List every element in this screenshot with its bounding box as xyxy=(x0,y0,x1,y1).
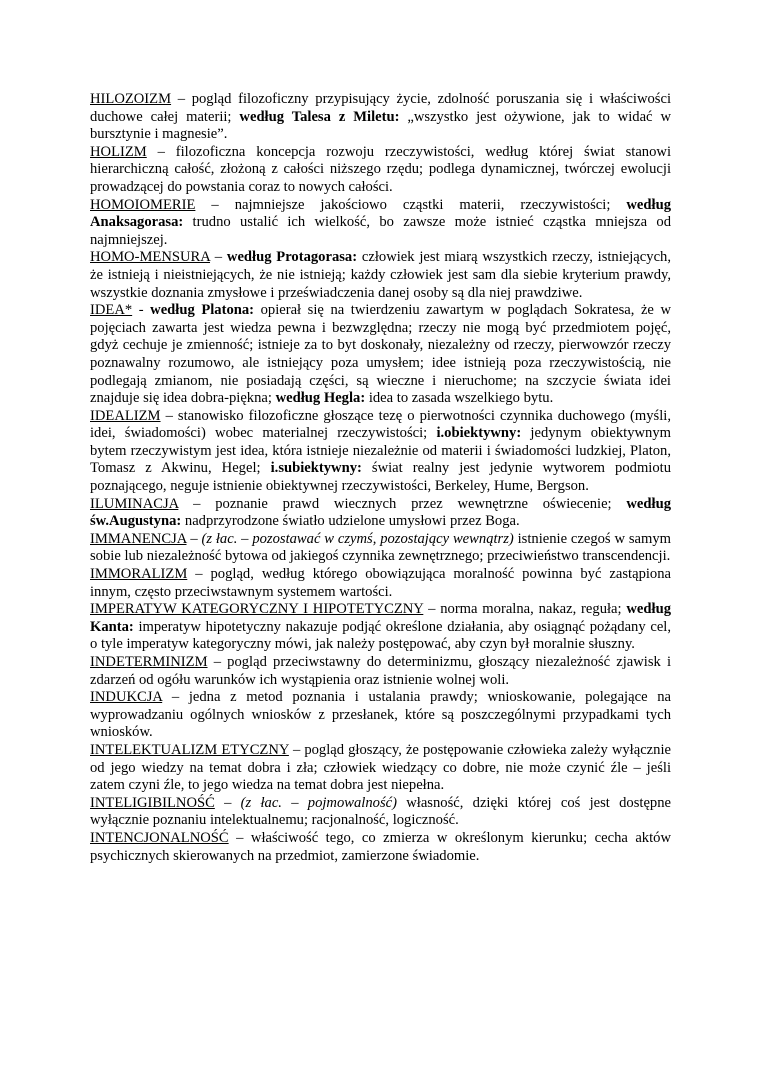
entry-term: INTENCJONALNOŚĆ xyxy=(90,829,229,846)
entry-definition-text: – stanowisko filozoficzne głoszące tezę o pierwotności czynnika duchowego (myśli, idei, świadomości) wobec materialnej rzeczywistości; xyxy=(90,407,671,442)
entry-term: HILOZOIZM xyxy=(90,91,172,107)
entry-definition-text: – poznanie prawd wiecznych przez wewnętrzne oświecenie; xyxy=(178,495,627,512)
entry-definition-text: nadprzyrodzone światło udzielone umysłowi przez Boga. xyxy=(181,513,520,530)
entry-definition-text: – filozoficzna koncepcja rozwoju rzeczywistości, według której świat stanowi hierarchiczną całość, złożoną z całości niższego rzędu; podlega dynamicznej, twórczej ewolucji prowadzącej do powstania coraz to nowych całości. xyxy=(90,143,671,195)
entry-term: IMMORALIZM xyxy=(90,566,188,583)
glossary-entry xyxy=(90,408,671,496)
entry-definition-text: – xyxy=(186,530,202,547)
glossary-entry xyxy=(90,830,671,865)
entry-definition-text: – norma moralna, nakaz, reguła; xyxy=(423,601,627,618)
entry-term: HOMOIOMERIE xyxy=(90,196,196,213)
glossary-entry xyxy=(90,302,671,408)
entry-term: INTELIGIBILNOŚĆ xyxy=(90,794,215,811)
glossary-entry xyxy=(90,249,671,302)
glossary-entry xyxy=(90,197,671,250)
entry-term: IDEA* xyxy=(90,302,133,319)
entry-bold-text: według Hegla: xyxy=(275,390,366,407)
entry-term: HOLIZM xyxy=(90,143,147,160)
entry-term: IDEALIZM xyxy=(90,407,161,424)
entry-bold-text: według Protagorasa: xyxy=(226,249,358,266)
entry-definition-text: jedynym obiektywnym bytem rzeczywistym jest idea, która istnieje niezależnie od materii i świadomości ludzkiej, Platon, Tomasz z Akwinu, Hegel; xyxy=(90,425,671,477)
entry-definition-text: istnienie czegoś w samym sobie lub niezależność bytowa od jakiegoś czynnika zewnętrznego; przeciwieństwo transcendencji. xyxy=(90,530,671,565)
entry-definition-text: – pogląd filozoficzny przypisujący życie, zdolność poruszania się i właściwości duchowe całej materii; xyxy=(90,91,671,125)
glossary-entry xyxy=(90,91,671,144)
glossary-entry xyxy=(90,566,671,601)
entry-bold-text: według Anaksagorasa: xyxy=(90,196,671,231)
entry-definition-text: – pogląd głoszący, że postępowanie człowieka zależy wyłącznie od jego wiedzy na temat dobra i zła; człowiek wiedzący co dobre, nie może czynić źle – jeśli zatem czyni źle, to jego wiedza na temat dobra jest niepełna. xyxy=(90,741,671,794)
glossary-entry xyxy=(90,601,671,654)
entry-definition-text: świat realny jest jedynie wytworem podmiotu poznającego, neguje istnienie obiektywnej rzeczywistości, Berkeley, Hume, Bergson. xyxy=(90,460,671,495)
entry-definition-text: idea to zasada wszelkiego bytu. xyxy=(365,390,554,407)
entry-definition-text: – xyxy=(210,249,227,266)
glossary-entry xyxy=(90,144,671,197)
entry-term: ILUMINACJA xyxy=(90,495,179,512)
entry-term: INDETERMINIZM xyxy=(90,654,208,670)
glossary-entry xyxy=(90,689,671,742)
entry-bold-text: i.obiektywny: xyxy=(436,425,522,442)
entry-definition-text: – xyxy=(214,794,241,811)
glossary-entry xyxy=(90,531,671,566)
entry-italic-text: (z łac. – pozostawać w czymś, pozostający wewnątrz) xyxy=(201,530,514,547)
entry-bold-text: i.subiektywny: xyxy=(270,460,362,477)
entry-definition-text: opierał się na twierdzeniu zawartym w poglądach Sokratesa, że w pojęciach zawarta jest wiedza pewna i bezwzględna; rzeczy nie mogą być przedmiotem pojęć, gdyż cechuje je zmienność; istnieje za to byt doskonały, niezależny od rzeczy, pierwowzór rzeczy poznawalny rozumowo, ale istniejący poza umysłem; idee istnieją poza rzeczywistością, nie podlegają zmianom, nie posiadają części, są wieczne i nieruchome; na szczycie świata idei znajduje się idea dobra-piękna; xyxy=(90,302,671,407)
entry-definition-text: trudno ustalić ich wielkość, bo zawsze może istnieć cząstka mniejsza od najmniejszej. xyxy=(90,214,671,248)
entry-definition-text: - xyxy=(132,302,151,319)
glossary-entry xyxy=(90,742,671,795)
glossary-entry xyxy=(90,654,671,689)
entry-bold-text: według Platona: xyxy=(150,302,255,319)
entry-term: IMPERATYW KATEGORYCZNY I HIPOTETYCZNY xyxy=(90,601,424,618)
entry-term: HOMO-MENSURA xyxy=(90,249,211,266)
entry-term: INTELEKTUALIZM ETYCZNY xyxy=(90,741,289,758)
entry-definition-text: – najmniejsze jakościowo cząstki materii, rzeczywistości; xyxy=(195,196,627,213)
glossary-page xyxy=(90,91,671,865)
entry-definition-text: – pogląd, według którego obowiązująca moralność powinna być zastąpiona innym, często przeciwstawnym systemem wartości. xyxy=(90,566,671,600)
entry-bold-text: według Talesa z Miletu: xyxy=(239,108,400,125)
entry-definition-text: „wszystko jest ożywione, jak to widać w bursztynie i magnesie”. xyxy=(90,108,671,143)
entry-definition-text: imperatyw hipotetyczny nakazuje podjąć określone działania, aby osiągnąć pożądany cel, o tyle imperatyw kategoryczny mówi, jak należy postępować, aby czyn był moralnie słuszny. xyxy=(90,618,671,653)
entry-term: IMMANENCJA xyxy=(90,530,187,547)
glossary-entry xyxy=(90,795,671,830)
entry-definition-text: – właściwość tego, co zmierza w określonym kierunku; cecha aktów psychicznych skierowanych na przedmiot, zamierzone świadomie. xyxy=(90,829,671,864)
entry-definition-text: własność, dzięki której coś jest dostępne wyłącznie poznaniu intelektualnemu; racjonalność, logiczność. xyxy=(90,794,671,829)
entry-italic-text: (z łac. – pojmowalność) xyxy=(240,794,397,811)
glossary-entry xyxy=(90,496,671,531)
entry-definition-text: – pogląd przeciwstawny do determinizmu, głoszący niezależność zjawisk i zdarzeń od ogółu warunków ich wystąpienia oraz istnienie wolnej woli. xyxy=(90,654,671,688)
entry-term: INDUKCJA xyxy=(90,689,163,706)
entry-bold-text: według Kanta: xyxy=(90,601,671,635)
entry-definition-text: – jedna z metod poznania i ustalania prawdy; wnioskowanie, polegające na wyprowadzaniu ogólnych wniosków z przesłanek, które są poszczególnymi przypadkami tych wniosków. xyxy=(90,689,671,741)
entry-definition-text: człowiek jest miarą wszystkich rzeczy, istniejących, że istnieją i nieistniejących, że nie istnieją; każdy człowiek jest sam dla siebie kryterium prawdy, wszystkie doznania zmysłowe i przeświadczenia danej osoby są dla niej prawdziwe. xyxy=(90,249,671,301)
entry-bold-text: według św.Augustyna: xyxy=(90,495,671,530)
